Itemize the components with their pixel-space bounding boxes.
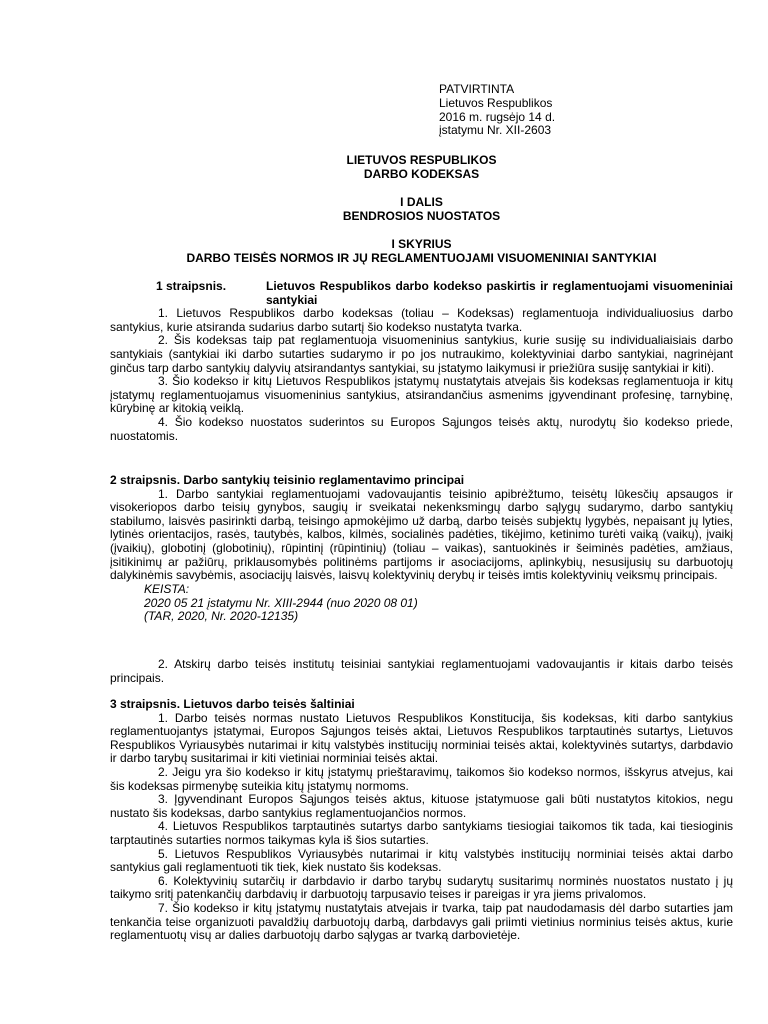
chapter-line: DARBO TEISĖS NORMOS IR JŲ REGLAMENTUOJAMI VISUOMENINIAI SANTYKIAI bbox=[186, 251, 657, 265]
amendment-source: (TAR, 2020, Nr. 2020-12135) bbox=[144, 609, 299, 624]
article-3 bbox=[110, 698, 733, 943]
amendment-note bbox=[110, 583, 733, 624]
article-1-paragraph: 4. Šio kodekso nuostatos suderintos su Europos Sąjungos teisės aktų, nurodytų šio kodekso priede, nuostatomis. bbox=[110, 414, 733, 443]
article-3-paragraph: 4. Lietuvos Respublikos tarptautinės sutartys darbo santykiams tiesiogiai taikomos tik tada, kai tiesioginis tarptautinės sutarties normos taikymas kyla iš šios sutarties. bbox=[110, 819, 733, 847]
part-line: I DALIS bbox=[400, 195, 443, 209]
amendment-law: 2020 05 21 įstatymu Nr. XIII-2944 (nuo 2020 08 01) bbox=[144, 595, 418, 610]
article-1-paragraph: 1. Lietuvos Respublikos darbo kodeksas (toliau – Kodeksas) reglamentuoja individualiuosius darbo santykius, kurie atsiranda sudarius darbo sutartį šio kodekso nustatyta tvarka. bbox=[110, 306, 733, 334]
article-2-paragraph: 2. Atskirų darbo teisės institutų teisiniai santykiai reglamentuojami vadovaujantis ir kitais darbo teisės principais. bbox=[110, 657, 733, 685]
article-1-heading bbox=[110, 280, 733, 307]
approval-block bbox=[439, 83, 639, 138]
article-2 bbox=[110, 474, 733, 624]
article-3-heading: 3 straipsnis. Lietuvos darbo teisės šaltiniai bbox=[110, 697, 355, 711]
article-2-heading: 2 straipsnis. Darbo santykių teisinio reglamentavimo principai bbox=[110, 473, 465, 487]
amendment-label: KEISTA: bbox=[144, 581, 190, 596]
chapter-heading bbox=[110, 237, 733, 265]
part-heading bbox=[110, 195, 733, 223]
article-3-paragraph: 2. Jeigu yra šio kodekso ir kitų įstatymų prieštaravimų, taikomos šio kodekso normos, išskyrus atvejus, kai šis kodeksas pirmenybę suteikia kitų įstatymų normoms. bbox=[110, 764, 733, 793]
article-1 bbox=[110, 280, 733, 443]
title-line: LIETUVOS RESPUBLIKOS bbox=[346, 153, 497, 167]
article-3-paragraph: 3. Įgyvendinant Europos Sąjungos teisės aktus, kituose įstatymuose gali būti nustatytos kitokios, negu nustato šis kodeksas, darbo santykius reglamentuojančios normos. bbox=[110, 792, 733, 820]
article-1-number: 1 straipsnis. bbox=[156, 279, 227, 293]
approval-line: PATVIRTINTA bbox=[439, 82, 515, 96]
title-line: DARBO KODEKSAS bbox=[363, 167, 480, 181]
approval-line: įstatymu Nr. XII-2603 bbox=[439, 123, 552, 138]
approval-line: 2016 m. rugsėjo 14 d. bbox=[439, 109, 556, 124]
article-1-title: Lietuvos Respublikos darbo kodekso paskirtis ir reglamentuojami visuomeniniai santykiai bbox=[266, 279, 733, 307]
article-3-paragraph: 7. Šio kodekso ir kitų įstatymų nustatytais atvejais ir tvarka, taip pat naudodamasis dėl darbo sutarties jam tenkančia teise organizuoti pavaldžių darbuotojų darbą, darbdavys gali priimti vietinius norminius teisės aktus, kurie reglamentuotų visų ar dalies darbuotojų darbo sąlygas ar tvarką darbovietėje. bbox=[110, 900, 733, 943]
approval-line: Lietuvos Respublikos bbox=[439, 95, 553, 110]
article-1-paragraph: 3. Šio kodekso ir kitų Lietuvos Respublikos įstatymų nustatytais atvejais šis kodeksas reglamentuoja ir kitų įstatymų reglamentuojamus visuomeninius santykius, atsirandančius asmenims įgyvendinant profesinę, tarnybinę, kūrybinę ar kitokią veiklą. bbox=[110, 374, 733, 416]
article-2-paragraph: 1. Darbo santykiai reglamentuojami vadovaujantis teisinio apibrėžtumo, teisėtų lūkesčių apsaugos ir visokeriopos darbo teisių gynybos, saugių ir sveikatai nekenksmingų darbo sąlygų sudarymo, darbo santykių stabilumo, laisvės pasirinkti darbą, teisingo apmokėjimo už darbą, darbo teisės subjektų lygybės, nepaisant jų lyties, lytinės orientacijos, rasės, tautybės, kalbos, kilmės, socialinės padėties, tikėjimo, ketinimo turėti vaiką (vaikų), įvaikį (įvaikių), globotinį (globotinių), rūpintinį (rūpintinių) (toliau – vaikas), santuokinės ir šeiminės padėties, amžiaus, įsitikinimų ar pažiūrų, priklausomybės politinėms partijoms ir asociacijoms, aplinkybių, nesusijusių su darbuotojų dalykinėmis savybėmis, asociacijų laisvės, laisvų kolektyvinių derybų ir teisės imtis kolektyvinių veiksmų principais. bbox=[110, 486, 733, 583]
document-title bbox=[110, 153, 733, 181]
article-3-paragraph: 5. Lietuvos Respublikos Vyriausybės nutarimai ir kitų valstybės institucijų norminiai teisės aktai darbo santykius gali reglamentuoti tik tiek, kiek nustato šis kodeksas. bbox=[110, 846, 733, 875]
article-2-paragraph-2-block bbox=[110, 658, 733, 685]
part-line: BENDROSIOS NUOSTATOS bbox=[342, 209, 501, 223]
article-3-paragraph: 1. Darbo teisės normas nustato Lietuvos Respublikos Konstitucija, šis kodeksas, kiti darbo santykius reglamentuojantys įstatymai, Europos Sąjungos teisės aktai, Lietuvos Respublikos tarptautinės sutartys, Lietuvos Respublikos Vyriausybės nutarimai ir kitų valstybės institucijų norminiai teisės aktai, kolektyvinės sutartys, darbdavio ir darbo tarybų susitarimai ir kiti vietiniai norminiai teisės aktai. bbox=[110, 710, 733, 766]
chapter-line: I SKYRIUS bbox=[391, 237, 452, 251]
article-3-paragraph: 6. Kolektyvinių sutarčių ir darbdavio ir darbo tarybų sudarytų susitarimų norminės nuostatos nustato į jų taikymo sritį patenkančių darbdavių ir darbuotojų tarpusavio teises ir pareigas ir yra jiems privalomos. bbox=[110, 873, 733, 902]
article-1-paragraph: 2. Šis kodeksas taip pat reglamentuoja visuomeninius santykius, kurie susiję su individualiaisiais darbo santykiais (santykiai iki darbo sutarties sudarymo ir po jos nutraukimo, kolektyviniai darbo santykiai, nagrinėjant ginčus tarp darbo santykių dalyvių atsirandantys santykiai, su įstatymo laikymusi ir priežiūra susiję santykiai ir kiti). bbox=[110, 333, 733, 375]
